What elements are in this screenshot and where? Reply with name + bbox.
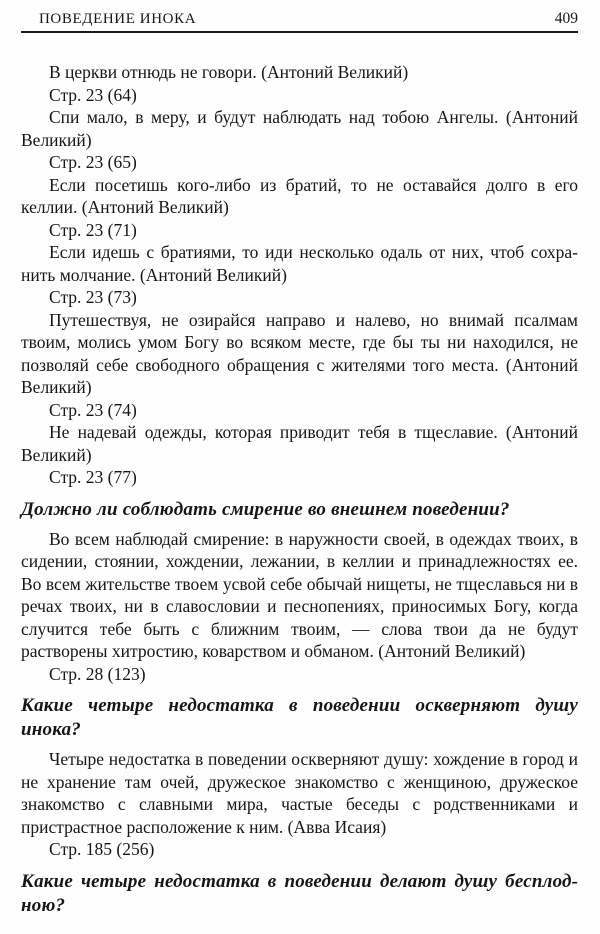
reference-line: Стр. 185 (256) [49, 839, 155, 859]
page-number: 409 [554, 10, 578, 27]
paragraph: Во всем наблюдай смирение: в наружности своей, в одеждах твоих, в сидении, стоянии, хождении, лежании, в келлии и принадлежностях ее. Во всем жительстве твоем усвой себе обычай нищеты, не тщеславься ни в речах твоих, ни в славословии и песнопениях, приносимых Богу, когда случится тебе быть с ближним твоим, — слова твои да не будут растворены хитростию, коварством и обманом. (Антоний Великий) [21, 528, 578, 661]
paragraph: Спи мало, в меру, и будут наблюдать над тобою Ангелы. (Антоний Великий) [21, 107, 578, 150]
section-heading: Какие четыре недостатка в поведении оскверняют душу инока? [21, 695, 578, 740]
paragraph: Если посетишь кого-либо из братий, то не оставайся долго в его келлии. (Антоний Великий) [21, 174, 578, 217]
reference-line: Стр. 23 (77) [49, 467, 137, 487]
page-content [21, 61, 578, 918]
reference-line: Стр. 23 (64) [49, 84, 137, 105]
paragraph: Четыре недостатка в поведении оскверняют душу: хождение в город и не хранение там очей, дружеское знакомство с женщиною, дружеское знакомство с славными мира, частые беседы с родственниками и пристрастное расположение к ним. (Авва Исаия) [21, 749, 578, 837]
reference-line: Стр. 23 (71) [49, 219, 137, 240]
section-heading: Какие четыре недостатка в поведении делают душу бесплодною? [21, 870, 578, 916]
reference-line: Стр. 28 (123) [49, 663, 146, 684]
paragraph: Не надевай одежды, которая приводит тебя в тщеславие. (Антоний Великий) [21, 422, 578, 465]
paragraph: Если идешь с братиями, то иди несколько одаль от них, чтоб сохранить молчание. (Антоний Великий) [21, 242, 578, 285]
reference-line: Стр. 23 (65) [49, 152, 137, 172]
page-header [21, 10, 578, 33]
section-heading: Должно ли соблюдать смирение во внешнем поведении? [21, 498, 510, 520]
reference-line: Стр. 23 (73) [49, 287, 137, 307]
reference-line: Стр. 23 (74) [49, 399, 137, 420]
paragraph: В церкви отнюдь не говори. (Антоний Великий) [49, 62, 409, 82]
running-title: ПОВЕДЕНИЕ ИНОКА [39, 11, 197, 27]
paragraph: Путешествуя, не озирайся направо и налево, но внимай псалмам твоим, молись умом Богу во всяком месте, где бы ты ни находился, не позволяй себе свободного обращения с жителями того места. (Антоний Великий) [21, 309, 578, 397]
